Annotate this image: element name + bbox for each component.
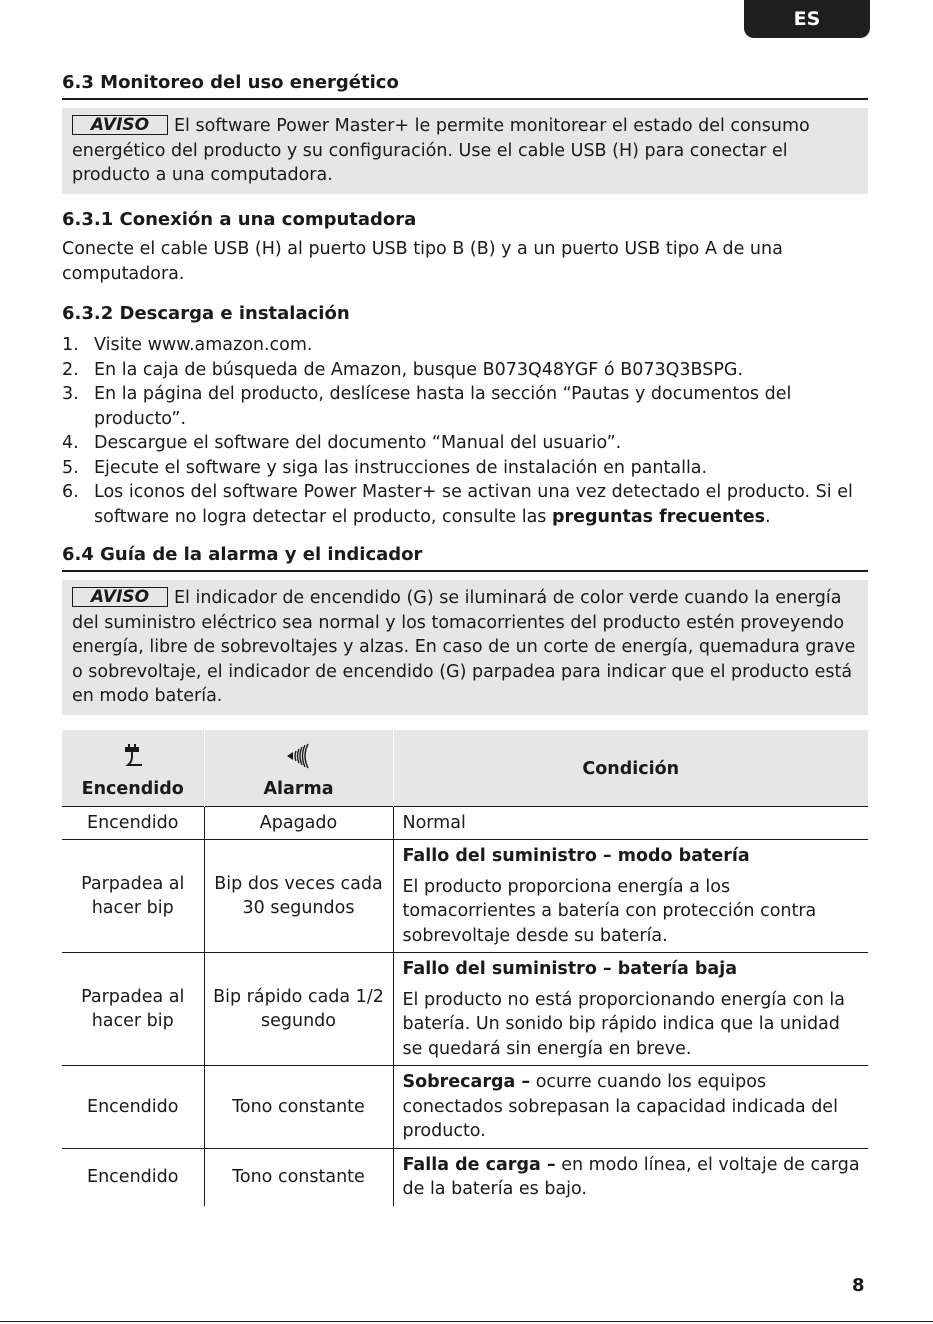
step-number: 6. [62, 482, 79, 502]
table-row [62, 1066, 868, 1149]
power-plug-icon [120, 743, 146, 769]
step-text: En la página del producto, deslícese hasta la sección “Pautas y documentos del producto”. [94, 384, 792, 429]
cell-condition [393, 840, 868, 953]
bottom-rule [0, 1321, 933, 1322]
header-condition: Condición [393, 730, 868, 806]
list-item [62, 358, 862, 383]
cell-condition [393, 1066, 868, 1149]
language-tab: ES [744, 0, 870, 38]
list-item [62, 456, 862, 481]
step-text: Los iconos del software Power Master+ se activan una vez detectado el producto. Si el software no logra detectar el producto, consulte las [94, 482, 853, 527]
step-text: En la caja de búsqueda de Amazon, busque B073Q48YGF ó B073Q3BSPG. [94, 359, 744, 380]
section-heading-6-3-2: 6.3.2 Descarga e instalación [62, 303, 350, 324]
speaker-alarm-icon [284, 743, 314, 769]
header-power-label: Encendido [81, 779, 184, 799]
step-number: 2. [62, 359, 79, 380]
condition-title: Fallo del suministro – modo batería [402, 846, 750, 866]
faq-reference: preguntas frecuentes [551, 506, 766, 527]
table-header-row [62, 730, 868, 806]
cell-condition: Normal [393, 806, 868, 840]
section-heading-6-3: 6.3 Monitoreo del uso energético [62, 72, 868, 100]
notice-label: AVISO [72, 587, 168, 607]
notice-text: El software Power Master+ le permite monitorear el estado del consumo energético del producto y su configuración. Use el cable USB (H) para conectar el producto a una computadora. [72, 116, 810, 185]
notice-text: El indicador de encendido (G) se iluminará de color verde cuando la energía del suministro eléctrico sea normal y los tomacorrientes del producto estén proveyendo energía, libre de sobrevoltajes y alzas. En caso de un corte de energía, quemadura grave o sobrevoltaje, el indicador de encendido (G) parpadea para indicar que el producto está en modo batería. [72, 588, 856, 706]
cell-alarm: Apagado [204, 806, 393, 840]
condition-text: El producto no está proporcionando energía con la batería. Un sonido bip rápido indica que la unidad se quedará sin energía en breve. [402, 989, 846, 1059]
table-row [62, 840, 868, 953]
list-item [62, 382, 862, 431]
header-alarm [204, 730, 393, 806]
list-item [62, 431, 862, 456]
step-text: Descargue el software del documento “Manual del usuario”. [94, 433, 622, 453]
cell-condition [393, 953, 868, 1066]
cell-power: Encendido [62, 1066, 204, 1149]
cell-alarm: Tono constante [204, 1148, 393, 1206]
condition-text: El producto proporciona energía a los tomacorrientes a batería con protección contra sobrevoltaje desde su batería. [402, 876, 817, 946]
table-row [62, 806, 868, 840]
step-number: 3. [62, 384, 79, 404]
cell-alarm: Bip dos veces cada 30 segundos [204, 840, 393, 953]
step-number: 4. [62, 433, 79, 453]
notice-box-6-4 [62, 580, 868, 715]
list-item [62, 333, 862, 358]
notice-box-6-3 [62, 108, 868, 194]
condition-title: Falla de carga – [402, 1154, 556, 1175]
list-item [62, 480, 862, 529]
page-number: 8 [852, 1275, 865, 1296]
cell-power: Encendido [62, 806, 204, 840]
cell-power: Parpadea al hacer bip [62, 953, 204, 1066]
table-row [62, 1148, 868, 1206]
step-text: Ejecute el software y siga las instrucciones de instalación en pantalla. [94, 457, 708, 478]
cell-condition [393, 1148, 868, 1206]
cell-power: Encendido [62, 1148, 204, 1206]
table-row [62, 953, 868, 1066]
alarm-indicator-table [62, 730, 868, 1206]
section-text-6-3-1: Conecte el cable USB (H) al puerto USB tipo B (B) y a un puerto USB tipo A de una computadora. [62, 239, 783, 284]
step-number: 1. [62, 335, 79, 355]
condition-title: Sobrecarga – [402, 1072, 531, 1092]
condition-title: Fallo del suministro – batería baja [402, 959, 738, 979]
header-alarm-label: Alarma [263, 779, 334, 799]
step-number: 5. [62, 457, 79, 478]
cell-alarm: Tono constante [204, 1066, 393, 1149]
notice-label: AVISO [72, 115, 168, 135]
cell-power: Parpadea al hacer bip [62, 840, 204, 953]
cell-alarm: Bip rápido cada 1/2 segundo [204, 953, 393, 1066]
condition-text: ocurre cuando los equipos conectados sobrepasan la capacidad indicada del producto. [402, 1072, 838, 1141]
condition-text: en modo línea, el voltaje de carga de la batería es bajo. [402, 1154, 860, 1199]
install-steps-list [62, 333, 862, 529]
section-heading-6-4: 6.4 Guía de la alarma y el indicador [62, 544, 868, 572]
step-text: Visite www.amazon.com. [94, 335, 313, 355]
header-power [62, 730, 204, 806]
section-heading-6-3-1: 6.3.1 Conexión a una computadora [62, 209, 417, 230]
step-text-end: . [765, 506, 771, 527]
